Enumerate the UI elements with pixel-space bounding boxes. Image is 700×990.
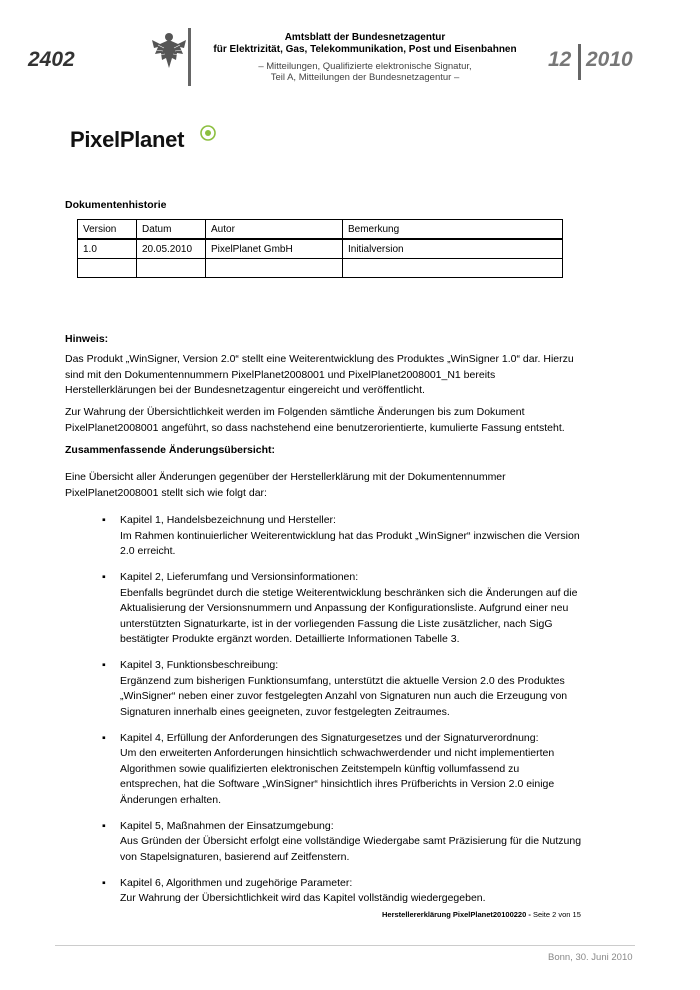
gazette-title <box>200 32 530 56</box>
footer-date: Bonn, 30. Juni 2010 <box>548 952 633 963</box>
list-item-text: Im Rahmen kontinuierlicher Weiterentwicklung hat das Produkt „WinSigner“ inzwischen die Version 2.0 erreicht. <box>120 529 580 557</box>
header-divider <box>188 28 191 86</box>
issue-year: 2010 <box>586 48 633 71</box>
history-title: Dokumentenhistorie <box>65 199 167 211</box>
list-item-head: Kapitel 3, Funktionsbeschreibung: <box>120 659 279 671</box>
gazette-subtitle-line1: – Mitteilungen, Qualifizierte elektronische Signatur, <box>258 61 472 72</box>
summary-title: Zusammenfassende Änderungsübersicht: <box>65 444 276 456</box>
table-cell: 1.0 <box>78 239 137 259</box>
list-item-head: Kapitel 1, Handelsbezeichnung und Hersteller: <box>120 514 336 526</box>
footer-divider <box>55 945 635 946</box>
table-row-empty <box>78 259 563 278</box>
column-header: Bemerkung <box>343 220 563 240</box>
page-number: 2402 <box>28 48 75 71</box>
gazette-subtitle-line2: Teil A, Mitteilungen der Bundesnetzagentur – <box>270 72 460 83</box>
list-item-head: Kapitel 5, Maßnahmen der Einsatzumgebung: <box>120 819 334 832</box>
gazette-title-line2: für Elektrizität, Gas, Telekommunikation, Post und Eisenbahnen <box>213 44 517 55</box>
column-header: Autor <box>206 220 343 240</box>
list-item-head: Kapitel 4, Erfüllung der Anforderungen des Signaturgesetzes und der Signaturverordnung: <box>120 731 539 744</box>
issue-divider <box>578 44 581 80</box>
list-item: ▪ Kapitel 2, Lieferumfang und Versionsinformationen: Ebenfalls begründet durch die stetige Weiterentwicklung beschränken sich die Änderungen auf die Aktualisierung der Versionsnummern und Anpassung der Konfigurationsliste. Aufgrund einer neu unterstützten Signaturkarte, ist in der vorliegenden Fassung die Liste zusätzlicher, nach SigG bestätigter Produkte ergänzt worden. Detaillierte Informationen Tabelle 3. <box>102 570 582 648</box>
list-item-text: Zur Wahrung der Übersichtlichkeit wird das Kapitel vollständig wiedergegeben. <box>120 892 486 904</box>
table-cell: PixelPlanet GmbH <box>206 239 343 259</box>
document-footer-note <box>382 910 581 919</box>
logo-text: PixelPlanet <box>70 127 185 152</box>
list-item-head: Kapitel 6, Algorithmen und zugehörige Parameter: <box>120 876 353 889</box>
table-cell <box>343 259 563 278</box>
footer-page-info: Seite 2 von 15 <box>532 910 581 919</box>
table-cell <box>78 259 137 278</box>
list-item: ▪ Kapitel 6, Algorithmen und zugehörige Parameter: Zur Wahrung der Übersichtlichkeit wird das Kapitel vollständig wiedergegeben. <box>102 876 582 907</box>
table-cell <box>206 259 343 278</box>
list-item: ▪ Kapitel 4, Erfüllung der Anforderungen des Signaturgesetzes und der Signaturverordnung: Um den erweiterten Anforderungen hinsichtlich schwachwerdender und nicht implementierten Algorithmen sowie qualifizierten elektronischen Zeitstempeln künftig vollumfassend zu entsprechen, hat die Software „WinSigner“ hinsichtlich ihres Prüfberichts in Version 2.0 einige Änderungen erhalten. <box>102 731 582 809</box>
list-item-text: Um den erweiterten Anforderungen hinsichtlich schwachwerdender und nicht implementierten Algorithmen sowie qualifizierten elektronischen Zeitstempeln künftig vollumfassend zu entsprechen, hat die Software „WinSigner“ hinsichtlich ihres Prüfberichts in Version 2.0 einige Änderungen erhalten. <box>120 747 555 806</box>
table-cell: Initialversion <box>343 239 563 259</box>
table-cell <box>137 259 206 278</box>
gazette-title-line1: Amtsblatt der Bundesnetzagentur <box>284 32 446 43</box>
federal-eagle-icon <box>150 30 188 70</box>
summary-intro: Eine Übersicht aller Änderungen gegenüber der Herstellerklärung mit der Dokumentennummer PixelPlanet2008001 stellt sich wie folgt dar: <box>65 471 506 499</box>
change-list <box>102 513 582 917</box>
list-item: ▪ Kapitel 5, Maßnahmen der Einsatzumgebung: Aus Gründen der Übersicht erfolgt eine vollständige Wiedergabe samt Präzisierung für die Nutzung von Stapelsignaturen, basierend auf Zeitfenstern. <box>102 819 582 866</box>
history-table <box>77 219 563 278</box>
list-item: ▪ Kapitel 3, Funktionsbeschreibung: Ergänzend zum bisherigen Funktionsumfang, unterstützt die aktuelle Version 2.0 des Produktes „WinSigner“ neben einer zuvor festgelegten Anzahl von Signaturen nun auch die Erzeugung von Signaturen innerhalb eines geeigneten, zuvor festgelegten Zeitraumes. <box>102 658 582 720</box>
column-header: Datum <box>137 220 206 240</box>
table-cell: 20.05.2010 <box>137 239 206 259</box>
table-row <box>78 239 563 259</box>
table-header-row <box>78 220 563 240</box>
issue-number: 12 <box>548 48 572 71</box>
hint-title: Hinweis: <box>65 333 109 345</box>
gazette-subtitle <box>200 61 530 83</box>
list-item: ▪ Kapitel 1, Handelsbezeichnung und Hersteller: Im Rahmen kontinuierlicher Weiterentwicklung hat das Produkt „WinSigner“ inzwischen die Version 2.0 erreicht. <box>102 513 582 560</box>
planet-logo-icon <box>199 124 217 142</box>
footer-doc-name: Herstellererklärung PixelPlanet20100220 - <box>382 910 531 919</box>
hint-paragraph-2: Zur Wahrung der Übersichtlichkeit werden im Folgenden sämtliche Änderungen bis zum Dokument PixelPlanet2008001 angeführt, so dass nachstehend eine benutzerorientierte, kumulierte Fassung entsteht. <box>65 406 565 434</box>
list-item-text: Aus Gründen der Übersicht erfolgt eine vollständige Wiedergabe samt Präzisierung für die Nutzung von Stapelsignaturen, basierend auf Zeitfenstern. <box>120 835 582 863</box>
pixelplanet-logo <box>70 127 184 167</box>
list-item-head: Kapitel 2, Lieferumfang und Versionsinformationen: <box>120 571 359 583</box>
list-item-text: Ergänzend zum bisherigen Funktionsumfang, unterstützt die aktuelle Version 2.0 des Produktes „WinSigner“ neben einer zuvor festgelegten Anzahl von Signaturen nun auch die Erzeugung von Signaturen innerhalb eines geeigneten, zuvor festgelegten Zeitraumes. <box>120 674 568 718</box>
hint-paragraph-1: Das Produkt „WinSigner, Version 2.0“ stellt eine Weiterentwicklung des Produktes „WinSigner 1.0“ dar. Hierzu sind mit den Dokumentennummern PixelPlanet2008001 und PixelPlanet2008001_N1 bereits Herstellerklärungen bei der Bundesnetzagentur eingereicht und veröffentlicht. <box>65 353 574 396</box>
column-header: Version <box>78 220 137 240</box>
list-item-text: Ebenfalls begründet durch die stetige Weiterentwicklung beschränken sich die Änderungen auf die Aktualisierung der Versionsnummern und Anpassung der Konfigurationsliste. Aufgrund einer neu unterstützten Signaturkarte, ist in der vorliegenden Fassung die Liste zusätzlicher, nach SigG bestätigter Produkte ergänzt worden. Detaillierte Informationen Tabelle 3. <box>120 586 578 645</box>
